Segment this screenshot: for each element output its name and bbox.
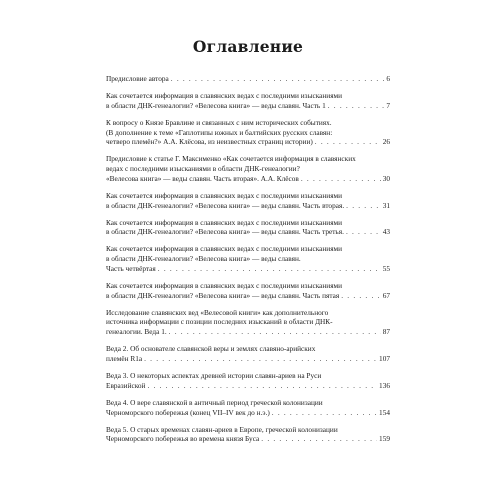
dot-leader xyxy=(341,291,380,301)
toc-entry-text-line: Как сочетается информация в славянских ведах с последними изысканиями xyxy=(106,190,343,200)
toc-entry-text-line: Как сочетается информация в славянских ведах с последними изысканиями xyxy=(106,91,343,101)
dot-leader xyxy=(261,434,377,444)
toc-entry[interactable] xyxy=(106,191,390,210)
toc-entry-text-line: Часть четвёртая xyxy=(106,263,156,273)
toc-entry-text-line: Веда 2. Об основателе славянской веры и землях славяно-арийских xyxy=(106,344,316,354)
toc-entry-text-line: Веда 3. О некоторых аспектах древней истории славян-ариев на Руси xyxy=(106,371,322,381)
toc-entry-text-line: в области ДНК-генеалогии? «Велесова книга» — веды славян. Часть третья. xyxy=(106,227,344,237)
toc-entry-last-line xyxy=(106,291,390,301)
toc-entry-text-line: в области ДНК-генеалогии? «Велесова книга» — веды славян. Часть вторая. xyxy=(106,200,345,210)
toc-entry-text-line: четверо племён?» А.А. Клёсова, из неизвестных страниц истории) xyxy=(106,137,313,147)
toc-entry-last-line xyxy=(106,74,390,84)
toc-entry[interactable] xyxy=(106,398,390,417)
toc-page-number: 31 xyxy=(382,200,390,210)
toc-entry-text-line: в области ДНК-генеалогии? «Велесова книга» — веды славян. xyxy=(106,254,301,264)
toc-entry-text-line: Как сочетается информация в славянских ведах с последними изысканиями xyxy=(106,244,343,254)
toc-entry-text-line: Как сочетается информация в славянских ведах с последними изысканиями xyxy=(106,217,343,227)
toc-entry-text-line: в области ДНК-генеалогии? «Велесова книга» — веды славян. Часть 1 xyxy=(106,100,326,110)
toc-entry-last-line xyxy=(106,434,390,444)
toc-entry-last-line xyxy=(106,354,390,364)
toc-page xyxy=(106,36,390,444)
toc-entry-text-line: «Велесова книга» — веды славян. Часть вторая». А.А. Клёсов xyxy=(106,173,299,183)
toc-entry-text-line: Веда 5. О старых временах славян-ариев в Европе, греческой колонизации xyxy=(106,424,338,434)
toc-entry-last-line xyxy=(106,408,390,418)
toc-entry[interactable] xyxy=(106,218,390,237)
toc-page-number: 136 xyxy=(379,380,390,390)
toc-entry-last-line xyxy=(106,137,390,147)
toc-entry-text-line: ведах с последними изысканиями в области ДНК-генеалогии? xyxy=(106,164,300,174)
toc-page-number: 30 xyxy=(382,173,390,183)
toc-page-number: 107 xyxy=(379,353,390,363)
toc-entry[interactable] xyxy=(106,371,390,390)
page-title: Оглавление xyxy=(192,37,304,56)
dot-leader xyxy=(328,101,385,111)
toc-entry-text-line: Евразийской xyxy=(106,380,146,390)
dot-leader xyxy=(158,264,381,274)
toc-entry-text-line: Предисловие автора xyxy=(106,74,169,83)
toc-entry-text-line: Как сочетается информация в славянских ведах с последними изысканиями xyxy=(106,280,343,290)
toc-entry-text-line: Черноморского побережья во времена князя Буса xyxy=(106,434,260,444)
toc-page-number: 87 xyxy=(382,327,390,337)
toc-entry-text-line: источника информации с позиции последних изысканий в области ДНК- xyxy=(106,317,333,327)
dot-leader xyxy=(171,74,385,84)
toc-page-number: 7 xyxy=(386,100,390,110)
toc-page-number: 154 xyxy=(379,407,390,417)
dot-leader xyxy=(346,201,381,211)
toc-page-number: 67 xyxy=(382,290,390,300)
toc-entry-text-line: Веда 4. О вере славянской в античный период греческой колонизации xyxy=(106,397,323,407)
dot-leader xyxy=(272,408,377,418)
toc-entry-text-line: (В дополнение к теме «Гаплотипы южных и балтийских русских славян: xyxy=(106,127,333,137)
dot-leader xyxy=(147,381,377,391)
toc-entry[interactable] xyxy=(106,344,390,363)
toc-entry[interactable] xyxy=(106,244,390,273)
toc-entry-last-line xyxy=(106,227,390,237)
toc-page-number: 26 xyxy=(382,137,390,147)
toc-entry[interactable] xyxy=(106,425,390,444)
dot-leader xyxy=(346,227,381,237)
dot-leader xyxy=(169,327,381,337)
toc-entry-last-line xyxy=(106,201,390,211)
dot-leader xyxy=(144,354,377,364)
dot-leader xyxy=(301,174,381,184)
toc-entry-text-line: Исследование славянских вед «Велесовой книги» как дополнительного xyxy=(106,307,329,317)
toc-entry-last-line xyxy=(106,381,390,391)
toc-entry-text-line: в области ДНК-генеалогии? «Велесова книга» — веды славян. Часть пятая xyxy=(106,290,340,300)
toc-page-number: 55 xyxy=(382,263,390,273)
table-of-contents xyxy=(106,74,390,451)
toc-entry-text-line: Предисловие к статье Г. Максименко «Как сочетается информация в славянских xyxy=(106,154,356,164)
toc-entry-last-line xyxy=(106,327,390,337)
toc-entry-text-line: генеалогии. Веда 1. xyxy=(106,327,167,337)
toc-entry[interactable] xyxy=(106,281,390,300)
toc-page-number: 159 xyxy=(379,434,390,444)
toc-page-number: 6 xyxy=(386,74,390,83)
toc-entry-last-line xyxy=(106,174,390,184)
dot-leader xyxy=(315,137,381,147)
toc-entry-last-line xyxy=(106,264,390,274)
toc-entry-last-line xyxy=(106,101,390,111)
toc-entry[interactable] xyxy=(106,118,390,147)
toc-entry-text-line: племён R1a xyxy=(106,353,143,363)
toc-entry-text-line: К вопросу о Князе Бравлине и связанных с ним исторических событиях. xyxy=(106,117,332,127)
toc-page-number: 43 xyxy=(382,227,390,237)
toc-entry[interactable] xyxy=(106,154,390,183)
toc-entry[interactable] xyxy=(106,308,390,337)
toc-entry[interactable] xyxy=(106,74,390,84)
toc-entry-text-line: Черноморского побережья (конец VII–IV век до н.э.) xyxy=(106,407,270,417)
toc-entry[interactable] xyxy=(106,91,390,110)
